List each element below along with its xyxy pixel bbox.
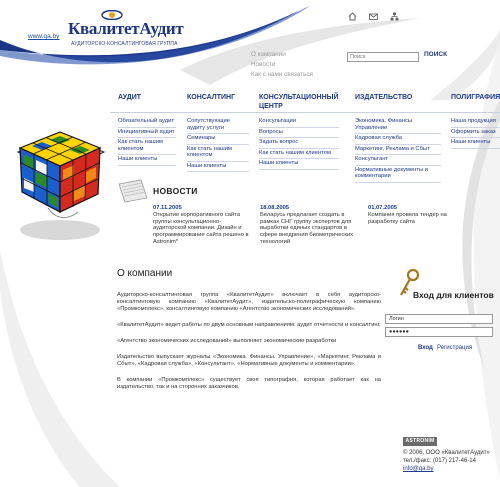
news-icon xyxy=(117,178,149,204)
menu-item[interactable]: Наши клиенты xyxy=(259,159,339,170)
email-link[interactable]: info@qa.by xyxy=(403,466,434,472)
news-text: Компания провела тендер на разработку сайта xyxy=(368,211,447,225)
menu-list-consult-center xyxy=(259,117,339,170)
footer xyxy=(403,449,490,473)
menu-title-consulting[interactable]: КОНСАЛТИНГ xyxy=(187,94,236,101)
top-links xyxy=(251,50,313,80)
news-title: НОВОСТИ xyxy=(153,186,198,196)
menu-item[interactable]: Консультант xyxy=(355,155,441,166)
login-title: Вход для клиентов xyxy=(413,290,494,300)
menu-item[interactable]: Маркетинг, Реклама и Сбыт xyxy=(355,145,441,156)
news-date: 18.08.2005 xyxy=(260,205,290,211)
menu-list-consulting xyxy=(187,117,249,172)
menu-item[interactable]: Наши клиенты xyxy=(451,138,500,149)
menu-title-publishing[interactable]: ИЗДАТЕЛЬСТВО xyxy=(355,94,413,101)
menu-item[interactable]: Вопросы xyxy=(259,128,339,139)
paragraph: «Агентство экономических исследований» выполняет экономические разработки xyxy=(117,338,337,344)
toplink-news[interactable]: Новости xyxy=(251,61,276,68)
register-link[interactable]: Регистрация xyxy=(437,345,473,351)
left-swoosh xyxy=(0,230,120,487)
rubiks-cube-image xyxy=(8,112,112,250)
menu-item[interactable]: Наша продукция xyxy=(451,117,500,128)
menu-title-printing[interactable]: ПОЛИГРАФИЯ xyxy=(451,94,500,101)
menu-item[interactable]: Нормативные документы и комментарии xyxy=(355,166,441,183)
menu-list-printing xyxy=(451,117,500,149)
home-icon[interactable] xyxy=(348,12,357,21)
menu-item[interactable]: Как стать нашим клиентом xyxy=(187,145,249,162)
about-content xyxy=(117,292,381,400)
logo[interactable] xyxy=(68,8,186,52)
news-date: 07.11.2005 xyxy=(153,205,182,211)
menu-item[interactable]: Как стать нашим клиентом xyxy=(259,149,339,160)
menu-item[interactable]: Семинары xyxy=(187,134,249,145)
astronim-badge[interactable]: ASTRONIM xyxy=(403,437,437,446)
menu-item[interactable]: Сопутствующие аудиту услуги xyxy=(187,117,249,134)
menu-title-audit[interactable]: АУДИТ xyxy=(118,94,142,101)
page-title: О компании xyxy=(117,268,173,279)
toplink-about[interactable]: О компании xyxy=(251,51,286,58)
menu-item[interactable]: Наши клиенты xyxy=(187,162,249,173)
search-button[interactable]: ПОИСК xyxy=(424,51,448,58)
password-field[interactable] xyxy=(385,327,493,337)
menu-item[interactable]: Оформить заказ xyxy=(451,128,500,139)
menu-title-consult-center[interactable]: КОНСУЛЬТАЦИОННЫЙ ЦЕНТР xyxy=(259,94,339,110)
menu-list-audit xyxy=(118,117,176,166)
menu-item[interactable]: Консультации xyxy=(259,117,339,128)
paragraph: В компании «Промкомплекс» существует своя типография, которая работает как на издательство, так и на сторонних заказчиков. xyxy=(117,377,381,390)
paragraph: Аудиторско-консалтинговая группа «КвалитетАудит» включает в себя аудиторско-консалтинговую компанию «КвалитетАудит», издательско-полиграфическую компанию «Промкомплекс», консалтинговую компанию «Агентство экономических исследований». xyxy=(117,292,381,312)
news-item[interactable] xyxy=(368,205,460,225)
header-icons xyxy=(348,12,399,21)
news-date: 01.07.2005 xyxy=(368,205,398,211)
news-item[interactable] xyxy=(260,205,360,246)
sitemap-icon[interactable] xyxy=(390,12,399,21)
logo-tagline: АУДИТОРСКО-КОНСАЛТИНГОВАЯ ГРУППА xyxy=(71,41,178,47)
search-input[interactable] xyxy=(347,52,419,62)
right-swoosh xyxy=(440,40,500,480)
menu-item[interactable]: Задать вопрос xyxy=(259,138,339,149)
menu-item[interactable]: Наши клиенты xyxy=(118,155,176,166)
site-url-link[interactable]: www.qa.by xyxy=(28,33,60,40)
menu-item[interactable]: Как стать нашим клиентом xyxy=(118,138,176,155)
news-item[interactable] xyxy=(153,205,253,246)
news-text: Беларусь предлагает создать в рамках СНГ группу экспертов для выработки единых стандартов в сфере внедрения биометрических технологий xyxy=(260,211,354,245)
mail-icon[interactable] xyxy=(369,12,378,21)
paragraph: «КвалитетАудит» ведет работы по двум основным направлениям: аудит отчетности и консалтинг. xyxy=(117,322,381,328)
login-button[interactable]: Вход xyxy=(418,345,433,351)
paragraph: Издательство выпускает журналы «Экономика. Финансы. Управление», «Маркетинг, Реклама и Сбыт», «Кадровая служба», «Консультант», «Нормативные документы и комментарии». xyxy=(117,354,381,367)
phone: тел./факс: (017) 217-46-14 xyxy=(403,458,476,464)
menu-list-publishing xyxy=(355,117,441,183)
login-field[interactable] xyxy=(385,314,493,324)
menu-item[interactable]: Кадровая служба xyxy=(355,134,441,145)
toplink-contacts[interactable]: Как с нами связаться xyxy=(251,71,313,78)
menu-item[interactable]: Обязательный аудит xyxy=(118,117,176,128)
logo-name: КвалитетАудит xyxy=(68,19,184,38)
menu-divider xyxy=(110,112,500,113)
news-text: Открытие корпоративного сайта группы консультационно-аудиторской компании. Дизайн и программирование сайта решено в Astronim* xyxy=(153,211,249,245)
menu-item[interactable]: Инициативный аудит xyxy=(118,128,176,139)
menu-item[interactable]: Экономика. Финансы. Управление xyxy=(355,117,441,134)
copyright: © 2006, ООО «КвалитетАудит» xyxy=(403,450,490,456)
